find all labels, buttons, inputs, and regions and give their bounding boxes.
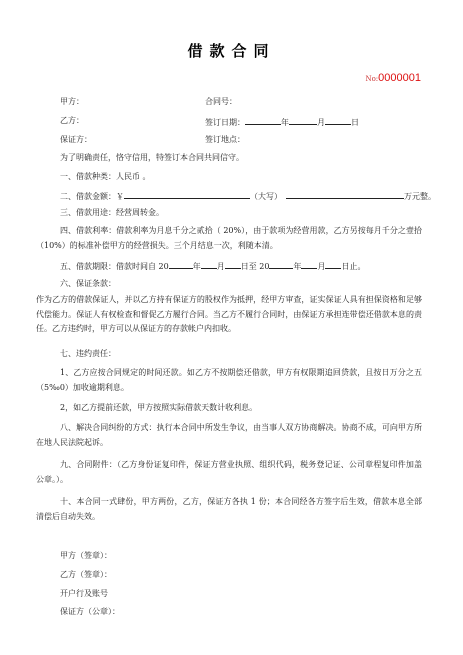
sign-place-label: 签订地点： <box>205 135 245 144</box>
clause-8: 八、解决合同纠纷的方式：执行本合同中所发生争议，由当事人双方协商解决。协商不成，可向甲方所在地人民法院起诉。 <box>36 423 422 447</box>
start-month-blank <box>201 259 217 269</box>
clause-5-to: 日至 20 <box>240 262 270 271</box>
clause-2-unit: 万元整。 <box>404 192 436 201</box>
start-year-blank <box>169 259 193 269</box>
clause-5-month: 月 <box>216 262 225 271</box>
clause-2 <box>60 189 436 203</box>
sign-date-year-blank <box>245 115 281 125</box>
end-month-blank <box>301 259 317 269</box>
party-a-label: 甲方： <box>60 97 84 106</box>
clause-2-label: 二、借款金额：￥ <box>60 192 124 201</box>
sign-date-day-blank <box>325 115 351 125</box>
amount-blank <box>124 189 250 199</box>
clause-5-month-2: 月 <box>317 262 326 271</box>
clause-7-heading: 七、违约责任： <box>60 349 116 358</box>
clause-5 <box>60 259 365 273</box>
page-title: 借款合同 <box>187 42 276 60</box>
signature-guarantor: 保证方（公章）： <box>60 607 120 616</box>
intro-text: 为了明确责任，恪守信用，特签订本合同共同信守。 <box>60 153 244 162</box>
clause-5-year-2: 年 <box>293 262 302 271</box>
start-day-blank <box>225 259 241 269</box>
guarantor-label: 保证方： <box>60 135 92 144</box>
signature-party-b: 乙方（签章）： <box>60 570 112 579</box>
clause-2-daxie: （大写） <box>250 192 282 201</box>
clause-9: 九、合同附件：（乙方身份证复印件，保证方营业执照、组织代码，税务登记证、公司章程复印件加盖公章。）。 <box>36 460 422 484</box>
contract-number-label: 合同号： <box>205 97 237 106</box>
clause-1: 一、借款种类：人民币 。 <box>60 172 151 181</box>
sign-date-year: 年 <box>281 118 289 127</box>
end-day-blank <box>325 259 341 269</box>
clause-6-text: 作为乙方的借款保证人，并以乙方持有保证方的股权作为抵押，经甲方审查，证实保证人具有担保资格和足够代偿能力。保证人有权检查和督促乙方履行合同。当乙方不履行合同时，由保证方承担连带偿还借款本息的责任。乙方违约时，甲方可以从保证方的存款帐户内扣收。 <box>36 295 422 333</box>
sign-date-month-blank <box>289 115 317 125</box>
contract-number-value: 0000001 <box>378 72 421 84</box>
end-year-blank <box>269 259 293 269</box>
sign-date-field <box>205 115 359 129</box>
clause-5-year: 年 <box>192 262 201 271</box>
contract-number-stamp <box>365 72 421 84</box>
sign-date-month: 月 <box>317 118 325 127</box>
clause-4: 四、借款利率：借款利率为月息千分之贰拾（ 20%），由于款项为经营用款，乙方另按每月千分之壹拾（10%）的标准补偿甲方的经营损失。三个月结息一次，利随本清。 <box>36 226 422 250</box>
clause-5-label: 五、借款期限：借款时间自 20 <box>60 262 169 271</box>
signature-bank-account: 开户行及账号 <box>60 589 108 598</box>
clause-7-item-2: 2，如乙方提前还款，甲方按照实际借款天数计收利息。 <box>60 403 258 412</box>
amount-daxie-blank <box>286 189 404 199</box>
clause-5-end: 日止。 <box>341 262 366 271</box>
sign-date-day: 日 <box>351 118 359 127</box>
sign-date-label: 签订日期： <box>205 118 245 127</box>
signature-party-a: 甲方（签章）： <box>60 551 112 560</box>
clause-10: 十、本合同一式肆份，甲方两份，乙方，保证方各执 1 份；本合同经各方签字后生效，借款本息全部清偿后自动失效。 <box>36 497 422 521</box>
clause-3: 三、借款用途：经营周转金。 <box>60 208 164 217</box>
party-b-label: 乙方： <box>60 116 84 125</box>
clause-6-heading: 六、保证条款： <box>60 279 116 288</box>
clause-7-item-1: 1、乙方应按合同规定的时间还款。如乙方不按期偿还借款，甲方有权限期追回贷款，且按日万分之五（5‰0）加收逾期利息。 <box>36 368 422 392</box>
contract-number-prefix: No: <box>365 75 379 83</box>
